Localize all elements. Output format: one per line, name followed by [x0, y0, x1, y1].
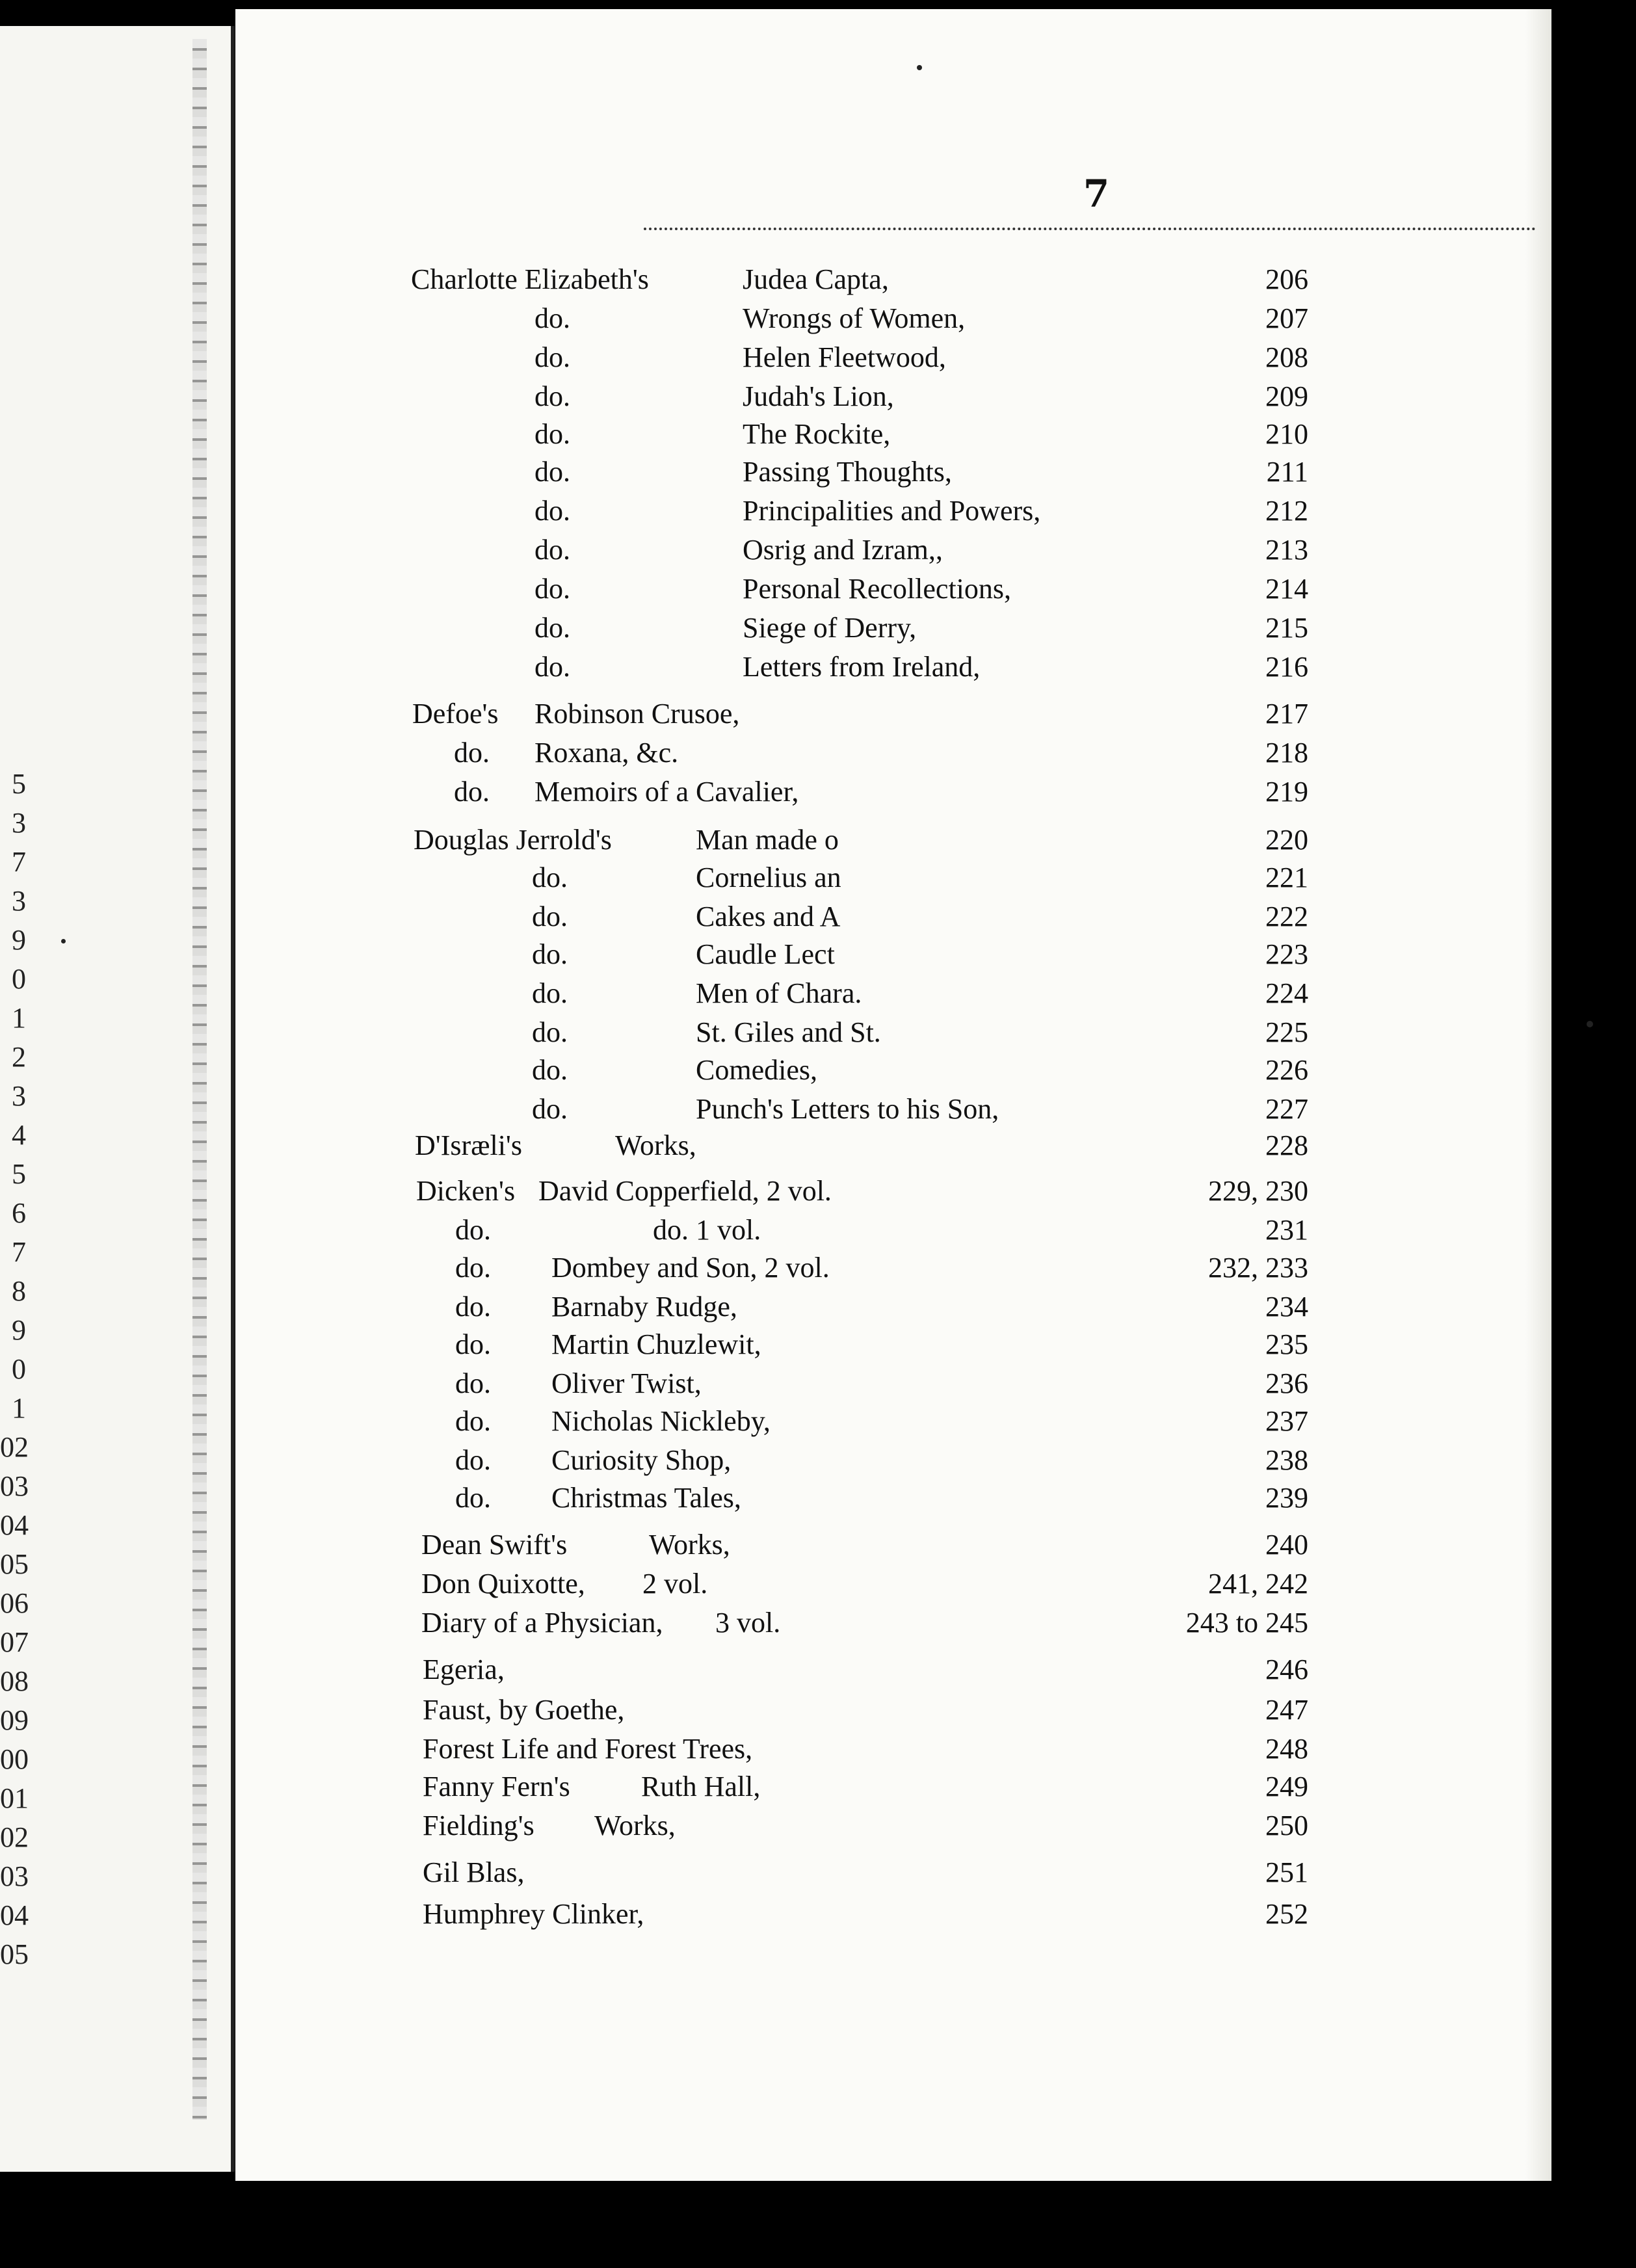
entry-page-number: 210 — [1265, 418, 1308, 450]
edge-digit: 09 — [0, 1704, 29, 1736]
entry-author: do. — [532, 901, 568, 932]
entry-page-number: 221 — [1265, 862, 1308, 893]
entry-author: do. — [455, 1328, 491, 1360]
entry-title: Works, — [649, 1529, 730, 1561]
entry-author: Humphrey Clinker, — [423, 1898, 644, 1930]
entry-page-number: 243 to 245 — [1185, 1607, 1308, 1639]
entry-author: do. — [455, 1405, 491, 1437]
entry-page-number: 217 — [1265, 698, 1308, 730]
entry-title: Siege of Derry, — [743, 612, 917, 644]
entry-page-number: 211 — [1266, 456, 1308, 488]
entry-page-number: 206 — [1265, 263, 1308, 295]
entry-page-number: 215 — [1265, 612, 1308, 644]
entry-page-number: 216 — [1265, 651, 1308, 683]
entry-title: Helen Fleetwood, — [743, 341, 946, 373]
entry-author: do. — [534, 456, 570, 488]
entry-page-number: 252 — [1265, 1898, 1308, 1930]
entry-author: do. — [534, 341, 570, 373]
entry-author: do. — [534, 573, 570, 605]
entry-title: Letters from Ireland, — [743, 651, 981, 683]
entry-title: Punch's Letters to his Son, — [696, 1093, 999, 1125]
entry-author: do. — [455, 1252, 491, 1284]
entry-author: D'Isræli's — [415, 1129, 522, 1161]
entry-author: do. — [532, 1016, 568, 1048]
edge-digit: 02 — [0, 1821, 29, 1853]
entry-title: Caudle Lect — [696, 938, 835, 970]
entry-page-number: 247 — [1265, 1694, 1308, 1726]
entry-author: do. — [534, 495, 570, 527]
edge-digit: 3 — [12, 1080, 26, 1112]
edge-digit: 7 — [12, 846, 26, 878]
edge-digit: 05 — [0, 1938, 29, 1970]
edge-digit: 04 — [0, 1509, 29, 1541]
entry-title: Men of Chara. — [696, 977, 862, 1009]
entry-page-number: 227 — [1265, 1093, 1308, 1125]
entry-page-number: 223 — [1265, 938, 1308, 970]
entry-title: Man made o — [696, 824, 839, 856]
header-rule — [644, 228, 1536, 230]
entry-title: Judah's Lion, — [743, 380, 894, 412]
entry-page-number: 236 — [1265, 1367, 1308, 1399]
entry-page-number: 220 — [1265, 824, 1308, 856]
edge-digit: 00 — [0, 1743, 29, 1775]
entry-title: Cakes and A — [696, 901, 841, 932]
entry-author: do. — [455, 1482, 491, 1514]
edge-digit: 02 — [0, 1431, 29, 1463]
entry-title: do. 1 vol. — [653, 1214, 761, 1246]
entry-author: Defoe's — [412, 698, 499, 730]
entry-title: Works, — [615, 1129, 696, 1161]
entry-author: do. — [532, 862, 568, 893]
entry-author: do. — [455, 1214, 491, 1246]
print-speck — [917, 65, 922, 70]
page-edge-shadow — [1525, 9, 1551, 2181]
entry-title: The Rockite, — [743, 418, 891, 450]
entry-author: Diary of a Physician, — [421, 1607, 663, 1639]
entry-author: do. — [532, 938, 568, 970]
entry-author: Douglas Jerrold's — [414, 824, 612, 856]
entry-title: Christmas Tales, — [551, 1482, 741, 1514]
entry-title: Cornelius an — [696, 862, 841, 893]
entry-page-number: 209 — [1265, 380, 1308, 412]
print-speck — [1587, 1021, 1593, 1027]
entry-author: do. — [534, 380, 570, 412]
entry-page-number: 228 — [1265, 1129, 1308, 1161]
entry-author: do. — [534, 612, 570, 644]
entry-page-number: 235 — [1265, 1328, 1308, 1360]
entry-page-number: 250 — [1265, 1810, 1308, 1841]
entry-page-number: 238 — [1265, 1444, 1308, 1476]
entry-page-number: 226 — [1265, 1054, 1308, 1086]
entry-title: Principalities and Powers, — [743, 495, 1041, 527]
entry-title: Curiosity Shop, — [551, 1444, 732, 1476]
entry-author: Dicken's — [416, 1175, 516, 1207]
entry-author: do. — [455, 1291, 491, 1323]
entry-page-number: 218 — [1265, 737, 1308, 769]
entry-title: 2 vol. — [642, 1568, 708, 1600]
entry-title: Martin Chuzlewit, — [551, 1328, 761, 1360]
entry-author: do. — [454, 737, 490, 769]
entry-author: do. — [532, 1054, 568, 1086]
edge-digit: 05 — [0, 1548, 29, 1580]
entry-page-number: 208 — [1265, 341, 1308, 373]
entry-title: Ruth Hall, — [641, 1771, 761, 1802]
entry-title: David Copperfield, 2 vol. — [538, 1175, 832, 1207]
entry-title: Passing Thoughts, — [743, 456, 952, 488]
entry-author: do. — [534, 534, 570, 566]
print-speck — [61, 939, 66, 943]
entry-author: do. — [534, 418, 570, 450]
entry-page-number: 219 — [1265, 776, 1308, 808]
entry-page-number: 212 — [1265, 495, 1308, 527]
entry-author: do. — [534, 651, 570, 683]
edge-digit: 0 — [12, 1353, 26, 1385]
entry-page-number: 241, 242 — [1208, 1568, 1308, 1600]
page-number: 7 — [1083, 172, 1110, 216]
entry-title: Memoirs of a Cavalier, — [534, 776, 799, 808]
entry-author: Gil Blas, — [423, 1856, 525, 1888]
edge-digit: 5 — [12, 768, 26, 800]
entry-page-number: 246 — [1265, 1654, 1308, 1685]
entry-title: Personal Recollections, — [743, 573, 1012, 605]
edge-digit: 1 — [12, 1392, 26, 1424]
entry-author: do. — [455, 1444, 491, 1476]
entry-title: Dombey and Son, 2 vol. — [551, 1252, 830, 1284]
edge-digit: 4 — [12, 1119, 26, 1151]
entry-author: Faust, by Goethe, — [423, 1694, 625, 1726]
facing-page-edge-digits — [0, 26, 39, 2172]
entry-page-number: 229, 230 — [1208, 1175, 1308, 1207]
entry-title: 3 vol. — [715, 1607, 781, 1639]
entry-author: Fielding's — [423, 1810, 534, 1841]
entry-page-number: 234 — [1265, 1291, 1308, 1323]
entry-author: Egeria, — [423, 1654, 505, 1685]
entry-title: Comedies, — [696, 1054, 817, 1086]
entry-author: Fanny Fern's — [423, 1771, 570, 1802]
entry-page-number: 214 — [1265, 573, 1308, 605]
edge-digit: 06 — [0, 1587, 29, 1619]
edge-digit: 2 — [12, 1041, 26, 1073]
entry-author: Charlotte Elizabeth's — [411, 263, 649, 295]
edge-digit: 07 — [0, 1626, 29, 1658]
entry-author: Don Quixotte, — [421, 1568, 585, 1600]
edge-digit: 9 — [12, 1314, 26, 1346]
edge-digit: 04 — [0, 1899, 29, 1931]
entry-author: Dean Swift's — [421, 1529, 568, 1561]
entry-page-number: 248 — [1265, 1733, 1308, 1765]
entry-title: Judea Capta, — [743, 263, 889, 295]
entry-page-number: 213 — [1265, 534, 1308, 566]
entry-title: Osrig and Izram,, — [743, 534, 943, 566]
edge-digit: 8 — [12, 1275, 26, 1307]
entry-page-number: 251 — [1265, 1856, 1308, 1888]
entry-page-number: 207 — [1265, 302, 1308, 334]
entry-author: Forest Life and Forest Trees, — [423, 1733, 753, 1765]
entry-author: do. — [532, 977, 568, 1009]
entry-title: St. Giles and St. — [696, 1016, 881, 1048]
book-gutter — [192, 39, 207, 2120]
edge-digit: 5 — [12, 1158, 26, 1190]
entry-title: Oliver Twist, — [551, 1367, 702, 1399]
entry-page-number: 225 — [1265, 1016, 1308, 1048]
entry-page-number: 237 — [1265, 1405, 1308, 1437]
edge-digit: 08 — [0, 1665, 29, 1697]
edge-digit: 7 — [12, 1236, 26, 1268]
edge-digit: 0 — [12, 963, 26, 995]
entry-title: Nicholas Nickleby, — [551, 1405, 771, 1437]
catalogue-page — [235, 9, 1551, 2181]
entry-page-number: 222 — [1265, 901, 1308, 932]
edge-digit: 6 — [12, 1197, 26, 1229]
entry-author: do. — [534, 302, 570, 334]
entry-title: Wrongs of Women, — [743, 302, 966, 334]
entry-author: do. — [454, 776, 490, 808]
edge-digit: 03 — [0, 1470, 29, 1502]
edge-digit: 1 — [12, 1002, 26, 1034]
edge-digit: 3 — [12, 885, 26, 917]
entry-page-number: 239 — [1265, 1482, 1308, 1514]
edge-digit: 3 — [12, 807, 26, 839]
entry-page-number: 249 — [1265, 1771, 1308, 1802]
entry-title: Robinson Crusoe, — [534, 698, 740, 730]
edge-digit: 01 — [0, 1782, 29, 1814]
entry-page-number: 224 — [1265, 977, 1308, 1009]
entry-page-number: 232, 233 — [1208, 1252, 1308, 1284]
entry-title: Barnaby Rudge, — [551, 1291, 737, 1323]
entry-author: do. — [455, 1367, 491, 1399]
edge-digit: 9 — [12, 924, 26, 956]
entry-page-number: 240 — [1265, 1529, 1308, 1561]
edge-digit: 03 — [0, 1860, 29, 1892]
entry-title: Roxana, &c. — [534, 737, 679, 769]
entry-title: Works, — [594, 1810, 676, 1841]
entry-author: do. — [532, 1093, 568, 1125]
entry-page-number: 231 — [1265, 1214, 1308, 1246]
